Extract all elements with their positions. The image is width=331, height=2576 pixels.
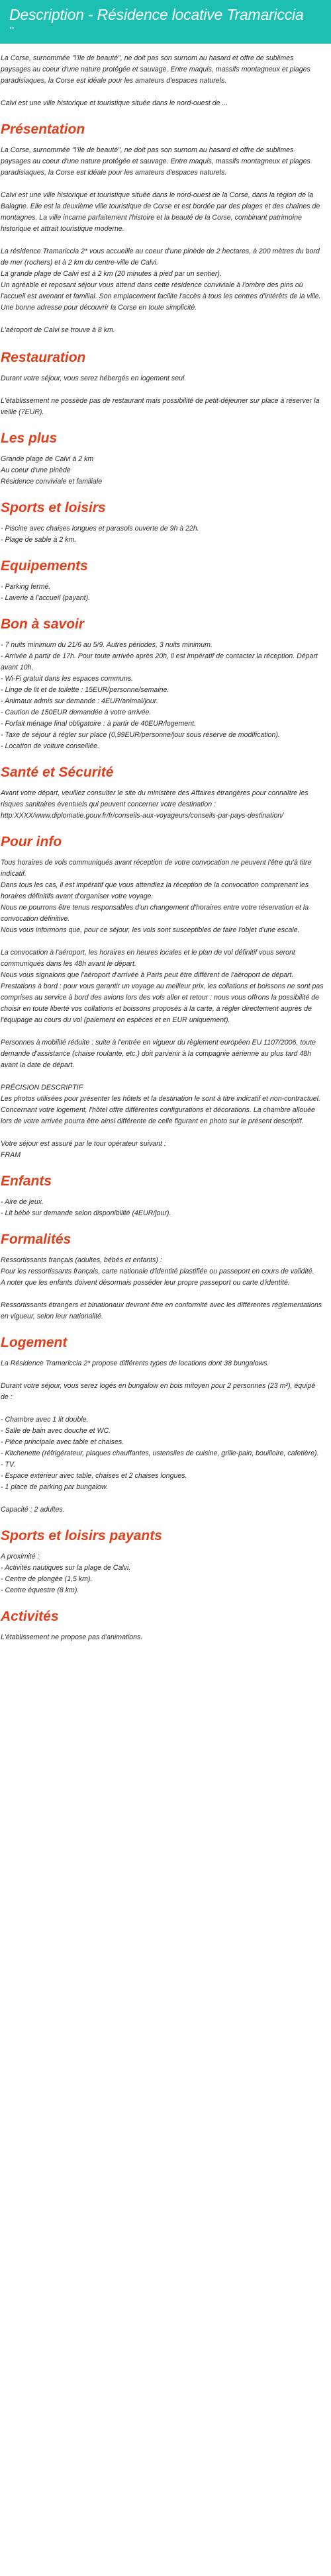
section-paragraph: - Parking fermé. - Laverie à l'accueil (payant). [1,583,91,602]
section-paragraph: Avant votre départ, veuillez consulter le site du ministère des Affaires étrangères pour connaître les risques sanitaires éventuels qui peuvent concerner votre destination : http:XXXX/www.diplomatie.gouv.fr/fr/conseils-aux-voyageurs/conseils-par-pays-destination/ [1,789,308,820]
section-paragraph: PRÉCISION DESCRIPTIF Les photos utilisées pour présenter les hôtels et la destination le sont à titre indicatif et non-contractuel. Concernant votre logement, l'hôtel offre différentes configurations et décorations. La chambre allouée lors de votre arrivée pourra être ainsi différente de celle figurant en photo sur le présent descriptif. [1,1084,320,1125]
intro-paragraph: Calvi est une ville historique et touristique située dans le nord-ouest de ... [1,99,228,107]
description-content [0,53,331,1643]
section-paragraph: La Résidence Tramariccia 2* propose différents types de locations dont 38 bungalows. [1,1359,269,1367]
section-heading: Restauration [1,350,86,365]
section-sante-securite [1,764,324,822]
section-paragraph: Calvi est une ville historique et touristique située dans le nord-ouest de la Corse, dans la région de la Balagne. Elle est la deuxième ville touristique de Corse et est bordée par des plages et des chaînes de montagnes. La ville incarne parfaitement l'histoire et la beauté de la Corse, combinant patrimoine historique et attrait touristique moderne. [1,191,320,233]
section-paragraph: Ressortissants français (adultes, bébés et enfants) : Pour les ressortissants français, carte nationale d'identité plastifiée ou passeport en cours de validité. A noter que les enfants doivent désormais posséder leur propre passeport ou carte d'identité. [1,1256,314,1287]
section-sports-loisirs-payants [1,1527,324,1596]
section-paragraph: Ressortissants étrangers et binationaux devront être en conformité avec les différentes réglementations en vigueur, selon leur nationalité. [1,1301,322,1320]
section-paragraph: Capacité : 2 adultes. [1,1506,65,1514]
section-presentation [1,121,324,336]
section-paragraph: L'établissement ne possède pas de restaurant mais possibilité de petit-déjeuner sur place à réserver la veille (7EUR). [1,397,320,416]
section-heading: Sports et loisirs payants [1,1528,162,1543]
section-paragraph: Grande plage de Calvi à 2 km Au coeur d'une pinède Résidence conviviale et familiale [1,455,103,486]
section-enfants [1,1173,324,1219]
section-les-plus [1,430,324,488]
section-pour-info [1,834,324,1161]
section-heading: Les plus [1,431,58,446]
section-paragraph: - Aire de jeux. - Lit bébé sur demande selon disponibilité (4EUR/jour). [1,1198,171,1217]
section-paragraph: - Piscine avec chaises longues et parasols ouverte de 9h à 22h. - Plage de sable à 2 km. [1,525,199,544]
section-activites [1,1608,324,1643]
section-paragraph: Votre séjour est assuré par le tour opérateur suivant : FRAM [1,1140,166,1159]
section-heading: Présentation [1,122,85,137]
section-equipements [1,558,324,604]
section-paragraph: Personnes à mobilité réduite : suite à l'entrée en vigueur du règlement européen EU 1107/2006, toute demande d'assistance (chaise roulante, etc.) doit parvenir à la compagnie aérienne au plus tard 48h avant la date de départ. [1,1039,316,1069]
star-rating: ** [9,26,15,32]
section-heading: Activités [1,1609,59,1624]
section-paragraph: La convocation à l'aéroport, les horaires en heures locales et le plan de vol définitif vous seront communiqués dans les 48h avant le départ. Nous vous signalons que l'aéroport d'arrivée à Paris peut être différent de l'aéroport de départ. Prestations à bord : pour vous garantir un voyage au meilleur prix, les collations et boissons ne sont pas comprises au service à bord des avions lors des vols aller et retour : nous vous offrons la possibilité de choisir en toute liberté vos collations et boissons proposés à la carte, à régler directement auprès de l'équipage au cours du vol (paiement en espèces et en EUR uniquement). [1,949,324,1024]
section-paragraph: Durant votre séjour, vous serez hébergés en logement seul. [1,374,187,382]
page-title: Description - Résidence locative Tramariccia [9,6,304,23]
section-paragraph: La résidence Tramariccia 2* vous accueille au coeur d'une pinède de 2 hectares, à 200 mètres du bord de mer (rochers) et à 2 km du centre-ville de Calvi. La grande plage de Calvi est à 2 km (20 minutes à pied par un sentier). Un agréable et reposant séjour vous attend dans cette résidence conviviale à l'ombre des pins où l'accueil est avenant et familial. Son emplacement facilite l'accès à tous les centres d'intérêts de la ville. Une bonne adresse pour découvrir la Corse en toute simplicité. [1,247,321,312]
intro-section [1,53,324,109]
section-formalites [1,1231,324,1322]
section-heading: Bon à savoir [1,617,85,632]
section-paragraph: L'aéroport de Calvi se trouve à 8 km. [1,326,115,334]
section-paragraph: Durant votre séjour, vous serez logés en bungalow en bois mitoyen pour 2 personnes (23 m²), équipé de : [1,1382,316,1401]
section-logement [1,1334,324,1516]
intro-paragraph: La Corse, surnommée "l'île de beauté", ne doit pas son surnom au hasard et offre de sublimes paysages au coeur d'une nature protégée et sauvage. Entre maquis, massifs montagneux et plages paradisiaques, la Corse est idéale pour les amateurs d'espaces naturels. [1,54,310,85]
section-heading: Logement [1,1335,68,1350]
section-heading: Santé et Sécurité [1,765,114,780]
section-paragraph: A proximité : - Activités nautiques sur la plage de Calvi. - Centre de plongée (1,5 km). - Centre équestre (8 km). [1,1553,131,1594]
section-paragraph: Tous horaires de vols communiqués avant réception de votre convocation ne peuvent l'être qu'à titre indicatif. Dans tous les cas, il est impératif que vous attendiez la réception de la convocation comprenant les horaires définitifs avant d'organiser votre voyage. Nous ne pourrons être tenus responsables d'un changement d'horaires entre votre réservation et la convocation définitive. Nous vous informons que, pour ce séjour, les vols sont susceptibles de faire l'objet d'une escale. [1,859,312,934]
section-heading: Equipements [1,558,88,574]
section-sports-loisirs [1,499,324,546]
section-heading: Pour info [1,834,62,849]
section-bon-a-savoir [1,616,324,752]
section-heading: Enfants [1,1174,52,1189]
section-restauration [1,349,324,418]
section-paragraph: L'établissement ne propose pas d'animations. [1,1633,143,1641]
section-paragraph: - Chambre avec 1 lit double. - Salle de bain avec douche et WC. - Pièce principale avec table et chaises. - Kitchenette (réfrigérateur, plaques chauffantes, ustensiles de cuisine, grille-pain, bouilloire, cafetière). - TV. - Espace extérieur avec table, chaises et 2 chaises longues. - 1 place de parking par bungalow. [1,1416,319,1491]
title-banner [0,0,331,44]
section-heading: Formalités [1,1232,71,1247]
section-paragraph: - 7 nuits minimum du 21/6 au 5/9. Autres périodes, 3 nuits minimum. - Arrivée à partir de 17h. Pour toute arrivée après 20h, il est impératif de contacter la réception. Départ avant 10h. - Wi-Fi gratuit dans les espaces communs. - Linge de lit et de toilette : 15EUR/personne/semaine. - Animaux admis sur demande : 4EUR/animal/jour. - Caution de 150EUR demandée à votre arrivée. - Forfait ménage final obligatoire : à partir de 40EUR/logement. - Taxe de séjour à régler sur place (0,99EUR/personne/jour sous réserve de modification). - Location de voiture conseillée. [1,641,318,750]
section-heading: Sports et loisirs [1,500,106,515]
section-paragraph: La Corse, surnommée "l'île de beauté", ne doit pas son surnom au hasard et offre de sublimes paysages au coeur d'une nature protégée et sauvage. Entre maquis, massifs montagneux et plages paradisiaques, la Corse est idéale pour les amateurs d'espaces naturels. [1,146,310,177]
